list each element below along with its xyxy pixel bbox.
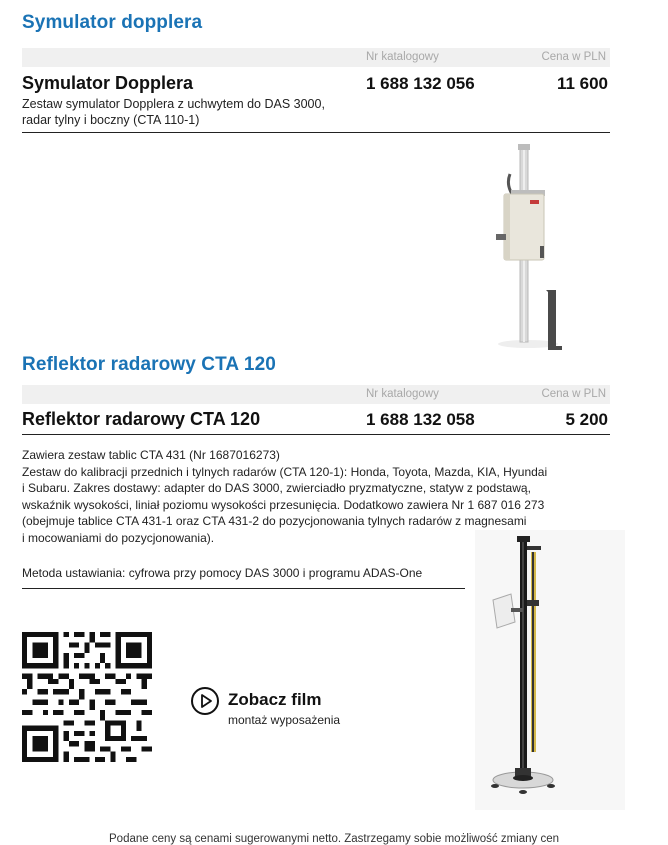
column-price-label: Cena w PLN xyxy=(541,51,606,63)
description-line: radar tylny i boczny (CTA 110-1) xyxy=(22,113,200,127)
method-text: Metoda ustawiania: cyfrowa przy pomocy DAS 3000 i programu ADAS-One xyxy=(22,566,423,580)
column-price-label: Cena w PLN xyxy=(541,388,606,400)
description-line: Zestaw do kalibracji przednich i tylnych radarów (CTA 120-1): Honda, Toyota, Mazda, KIA, Hyundai xyxy=(22,464,548,479)
product-description xyxy=(22,96,325,128)
video-subtitle: montaż wyposażenia xyxy=(228,713,341,727)
qr-code[interactable] xyxy=(22,632,152,762)
catalog-number: 1 688 132 056 xyxy=(366,74,475,93)
description-line: Zestaw symulator Dopplera z uchwytem do DAS 3000, xyxy=(22,97,325,111)
divider xyxy=(22,588,465,589)
product-name: Reflektor radarowy CTA 120 xyxy=(22,409,261,429)
section-heading-doppler: Symulator dopplera xyxy=(22,12,203,33)
product-name: Symulator Dopplera xyxy=(22,73,194,93)
description-line: i mocowaniami do pozycjonowania). xyxy=(22,530,215,545)
section-heading-reflector: Reflektor radarowy CTA 120 xyxy=(22,354,276,375)
video-title: Zobacz film xyxy=(228,690,322,709)
watch-video-link[interactable] xyxy=(190,686,370,732)
doppler-simulator-image xyxy=(490,142,570,352)
catalog-number: 1 688 132 058 xyxy=(366,410,475,429)
column-catalog-label: Nr katalogowy xyxy=(366,51,439,63)
table-header-bar xyxy=(22,385,610,404)
description-line: wskaźnik wysokości, liniał poziomu wysokości przesunięcia. Dodatkowo zawiera Nr 1 687 016 273 xyxy=(22,497,545,512)
description-line: Zawiera zestaw tablic CTA 431 (Nr 1687016273) xyxy=(22,448,280,462)
radar-reflector-image xyxy=(475,530,625,810)
footer-note: Podane ceny są cenami sugerowanymi netto. Zastrzegamy sobie możliwość zmiany cen xyxy=(109,833,559,845)
column-catalog-label: Nr katalogowy xyxy=(366,388,439,400)
divider xyxy=(22,132,610,133)
table-header-bar xyxy=(22,48,610,67)
play-circle-icon xyxy=(190,686,220,716)
description-line: i Subaru. Zakres dostawy: adapter do DAS 3000, zwierciadło pryzmatyczne, statyw z podstawą, xyxy=(22,481,531,495)
price: 11 600 xyxy=(556,74,608,93)
description-line: (obejmuje tablice CTA 431-1 oraz CTA 431-2 do pozycjonowania tylnych radarów z magnesami xyxy=(22,514,527,528)
price: 5 200 xyxy=(565,410,608,429)
divider xyxy=(22,434,610,435)
